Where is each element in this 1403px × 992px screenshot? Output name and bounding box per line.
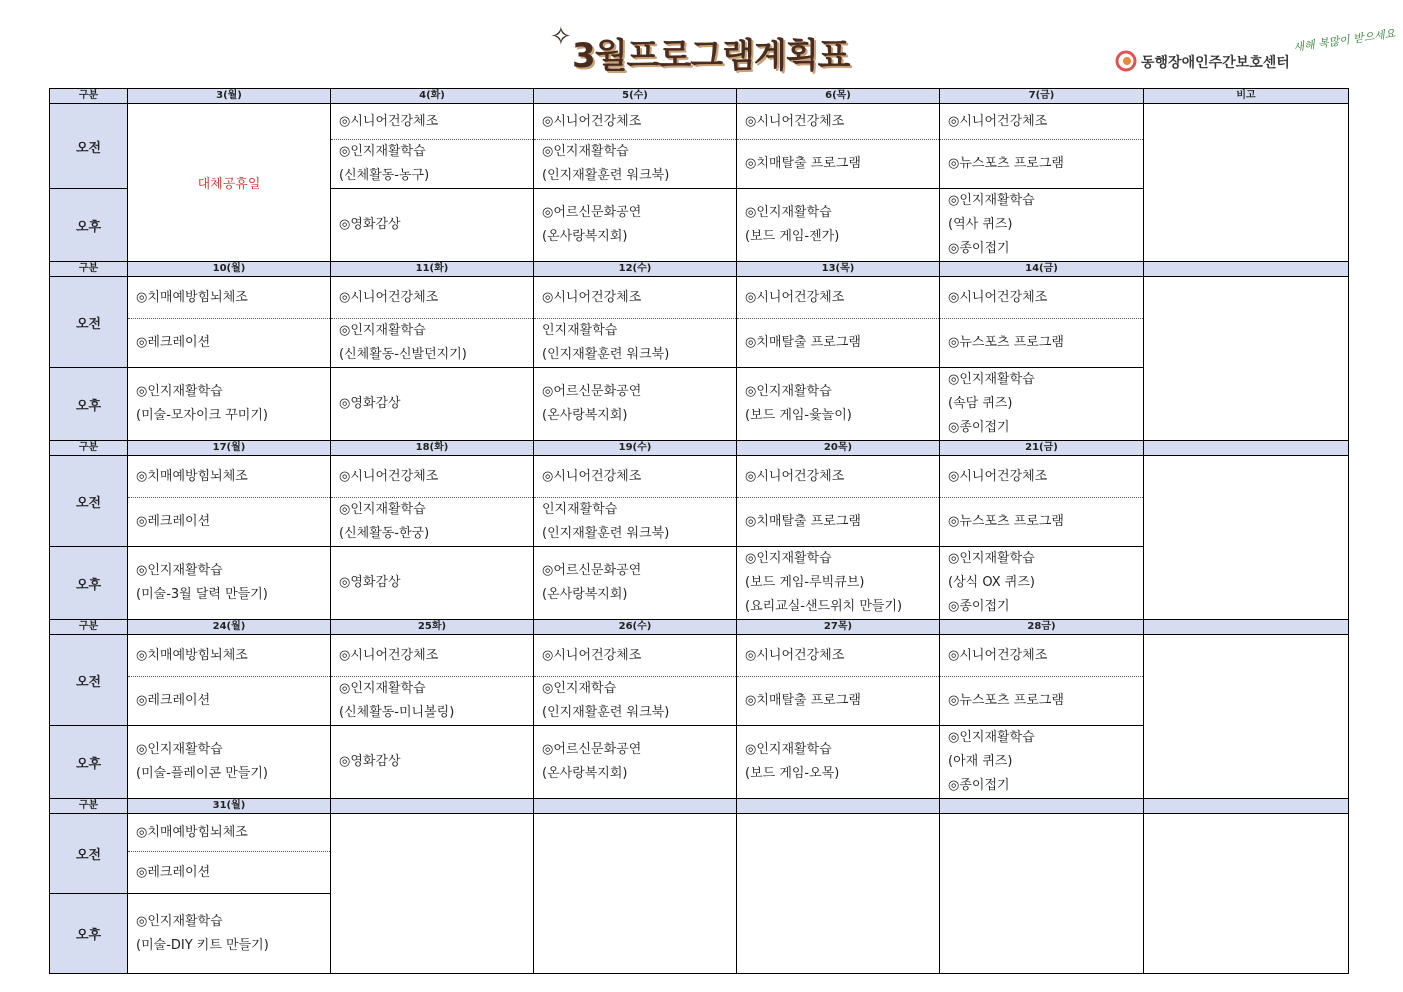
pm-activity-cell — [128, 547, 331, 620]
day-header: 26(수) — [534, 620, 737, 635]
am-activity-cell — [737, 277, 940, 319]
week-header-row — [50, 799, 1349, 814]
activity-text: ◎뉴스포츠 프로그램 — [948, 514, 1064, 529]
note-cell — [1144, 277, 1349, 441]
day-header: 28금) — [940, 620, 1144, 635]
activity-text: ◎인지재활학습 — [339, 144, 426, 159]
week-header-row — [50, 262, 1349, 277]
activity-detail: ◎종이접기 — [948, 420, 1010, 435]
activity-group — [331, 319, 533, 367]
activity-detail: (신체활동-신발던지기) — [339, 347, 467, 362]
activity-text: ◎시니어건강체조 — [542, 289, 642, 305]
am-activity-cell — [331, 677, 534, 726]
activity-group — [737, 738, 939, 786]
activity-detail: (요리교실-샌드위치 만들기) — [745, 599, 903, 614]
activity-text: ◎치매탈출 프로그램 — [745, 335, 861, 350]
activity-text: ◎시니어건강체조 — [339, 113, 439, 129]
activity-text: ◎인지재활학습 — [745, 742, 832, 757]
am-label: 오전 — [50, 277, 128, 368]
activity-detail: (온사랑복지회) — [542, 766, 628, 781]
am-row — [50, 104, 1349, 140]
org-name: 동행장애인주간보호센터 — [1141, 55, 1290, 71]
activity-group — [534, 677, 736, 725]
schedule-table — [49, 88, 1349, 974]
day-header: 5(수) — [534, 89, 737, 104]
am-activity-cell — [331, 498, 534, 547]
am-activity-cell — [940, 456, 1144, 498]
am-activity-cell — [331, 277, 534, 319]
activity-text: ◎시니어건강체조 — [339, 647, 439, 663]
pm-activity-cell — [331, 368, 534, 441]
note-header — [1144, 799, 1349, 814]
activity-text: ◎인지재활학습 — [948, 730, 1035, 745]
pm-activity-cell — [737, 726, 940, 799]
activity-text: ◎시니어건강체조 — [542, 113, 642, 129]
activity-group — [331, 571, 533, 595]
pm-activity-cell — [940, 547, 1144, 620]
am-label: 오전 — [50, 635, 128, 726]
activity-text: ◎어르신문화공연 — [542, 563, 642, 578]
note-cell — [1144, 635, 1349, 799]
am-activity-cell — [940, 140, 1144, 189]
am-activity-cell — [128, 635, 331, 677]
activity-text: ◎시니어건강체조 — [542, 647, 642, 663]
activity-group — [128, 380, 330, 428]
activity-text: ◎시니어건강체조 — [542, 468, 642, 484]
activity-detail: (신체활동-한궁) — [339, 526, 430, 541]
activity-text: ◎시니어건강체조 — [948, 113, 1048, 129]
pm-activity-cell — [128, 894, 331, 974]
activity-group — [940, 331, 1143, 355]
am-row — [50, 277, 1349, 319]
day-header: 3(월) — [128, 89, 331, 104]
activity-text: ◎인지재활학습 — [136, 913, 223, 929]
activity-group — [128, 559, 330, 607]
activity-text: ◎영화감상 — [339, 396, 401, 411]
pm-activity-cell — [534, 726, 737, 799]
pm-activity-cell — [940, 189, 1144, 262]
am-row — [50, 456, 1349, 498]
activity-detail: (보드 게임-윷놀이) — [745, 408, 852, 423]
activity-group — [534, 140, 736, 188]
activity-text: ◎시니어건강체조 — [745, 289, 845, 305]
activity-detail: (인지재활훈련 워크북) — [542, 168, 670, 183]
day-header: 11(화) — [331, 262, 534, 277]
activity-text: ◎시니어건강체조 — [745, 647, 845, 663]
activity-detail: ◎종이접기 — [948, 778, 1010, 793]
am-activity-cell — [940, 498, 1144, 547]
activity-group — [737, 510, 939, 534]
activity-text: ◎시니어건강체조 — [745, 113, 845, 129]
am-activity-cell — [940, 677, 1144, 726]
am-activity-cell — [940, 277, 1144, 319]
sparkle-icon: ✧ — [550, 22, 572, 52]
am-activity-cell — [534, 635, 737, 677]
note-header: 비고 — [1144, 89, 1349, 104]
activity-detail: ◎종이접기 — [948, 599, 1010, 614]
activity-text: ◎인지재활학습 — [745, 551, 832, 566]
am-activity-cell — [128, 677, 331, 726]
week-header-row — [50, 89, 1349, 104]
note-header — [1144, 620, 1349, 635]
gubun-label: 구분 — [50, 262, 128, 277]
week-header-row — [50, 620, 1349, 635]
activity-detail: (미술-플레이콘 만들기) — [136, 766, 268, 781]
note-cell — [1144, 456, 1349, 620]
am-activity-cell — [128, 498, 331, 547]
activity-group — [737, 547, 939, 619]
activity-text: ◎인지재활학습 — [339, 681, 426, 696]
activity-group — [534, 380, 736, 428]
am-activity-cell — [737, 635, 940, 677]
day-header — [534, 799, 737, 814]
activity-text: ◎레크레이션 — [136, 514, 211, 529]
am-activity-cell — [331, 456, 534, 498]
activity-text: ◎치매예방힘뇌체조 — [136, 824, 248, 840]
activity-text: ◎치매탈출 프로그램 — [745, 514, 861, 529]
am-activity-cell — [534, 277, 737, 319]
activity-group — [331, 750, 533, 774]
day-header: 21(금) — [940, 441, 1144, 456]
activity-text: ◎어르신문화공연 — [542, 384, 642, 399]
activity-detail: (온사랑복지회) — [542, 408, 628, 423]
am-activity-cell — [534, 104, 737, 140]
activity-detail: (역사 퀴즈) — [948, 217, 1013, 232]
activity-text: ◎치매예방힘뇌체조 — [136, 468, 248, 484]
pm-activity-cell — [534, 189, 737, 262]
activity-group — [128, 861, 330, 885]
activity-group — [331, 498, 533, 546]
activity-group — [940, 689, 1143, 713]
activity-text: ◎인지재활학습 — [136, 384, 223, 399]
activity-group — [737, 689, 939, 713]
title-text: 3월프로그램계획표 — [572, 36, 850, 76]
empty-cell — [331, 814, 534, 974]
activity-detail: (인지재활훈련 워크북) — [542, 347, 670, 362]
activity-group — [128, 689, 330, 713]
activity-group — [940, 368, 1143, 440]
pm-activity-cell — [737, 189, 940, 262]
activity-group — [128, 331, 330, 355]
activity-detail: (상식 OX 퀴즈) — [948, 575, 1035, 590]
page-title — [550, 22, 880, 76]
activity-group — [534, 319, 736, 367]
activity-detail: (보드 게임-젠가) — [745, 229, 840, 244]
activity-text: ◎시니어건강체조 — [745, 468, 845, 484]
am-activity-cell — [128, 852, 331, 894]
activity-text: ◎시니어건강체조 — [948, 289, 1048, 305]
activity-group — [331, 213, 533, 237]
day-header — [331, 799, 534, 814]
activity-group — [534, 201, 736, 249]
am-activity-cell — [128, 277, 331, 319]
activity-text: ◎레크레이션 — [136, 864, 211, 880]
activity-detail: (신체활동-농구) — [339, 168, 430, 183]
am-label: 오전 — [50, 104, 128, 189]
activity-detail: (아재 퀴즈) — [948, 754, 1013, 769]
am-activity-cell — [534, 498, 737, 547]
am-row — [50, 814, 1349, 852]
activity-detail: (미술-DIY 키트 만들기) — [136, 937, 269, 953]
am-activity-cell — [331, 104, 534, 140]
activity-text: ◎영화감상 — [339, 575, 401, 590]
activity-text: ◎인지재활학습 — [745, 384, 832, 399]
day-header: 12(수) — [534, 262, 737, 277]
pm-label: 오후 — [50, 189, 128, 262]
activity-detail: (온사랑복지회) — [542, 229, 628, 244]
activity-group — [534, 738, 736, 786]
day-header: 7(금) — [940, 89, 1144, 104]
am-activity-cell — [128, 456, 331, 498]
am-activity-cell — [534, 319, 737, 368]
am-activity-cell — [737, 104, 940, 140]
day-header: 19(수) — [534, 441, 737, 456]
am-activity-cell — [737, 456, 940, 498]
day-header: 14(금) — [940, 262, 1144, 277]
activity-detail: (속담 퀴즈) — [948, 396, 1013, 411]
pm-activity-cell — [128, 726, 331, 799]
activity-group — [331, 140, 533, 188]
activity-detail: (신체활동-미니볼링) — [339, 705, 455, 720]
activity-group — [331, 677, 533, 725]
activity-group — [128, 510, 330, 534]
activity-group — [940, 189, 1143, 261]
activity-text: ◎치매탈출 프로그램 — [745, 693, 861, 708]
activity-text: ◎인지재활학습 — [542, 144, 629, 159]
activity-text: ◎어르신문화공연 — [542, 742, 642, 757]
activity-detail: ◎종이접기 — [948, 241, 1010, 256]
activity-text: ◎인지재활학습 — [136, 563, 223, 578]
note-header — [1144, 262, 1349, 277]
activity-text: ◎뉴스포츠 프로그램 — [948, 156, 1064, 171]
activity-group — [940, 152, 1143, 176]
gubun-label: 구분 — [50, 620, 128, 635]
activity-group — [940, 726, 1143, 798]
am-activity-cell — [331, 319, 534, 368]
activity-text: ◎인지재학습 — [542, 681, 617, 696]
day-header: 31(월) — [128, 799, 331, 814]
am-activity-cell — [331, 140, 534, 189]
activity-text: ◎인지재활학습 — [339, 502, 426, 517]
activity-text: ◎영화감상 — [339, 217, 401, 232]
activity-detail: (인지재활훈련 워크북) — [542, 526, 670, 541]
pm-activity-cell — [940, 368, 1144, 441]
day-header: 13(목) — [737, 262, 940, 277]
pm-activity-cell — [534, 368, 737, 441]
activity-detail: (온사랑복지회) — [542, 587, 628, 602]
activity-text: ◎레크레이션 — [136, 693, 211, 708]
am-activity-cell — [331, 635, 534, 677]
activity-detail: (보드 게임-루빅큐브) — [745, 575, 865, 590]
activity-group — [940, 510, 1143, 534]
activity-detail: (미술-3월 달력 만들기) — [136, 587, 268, 602]
am-activity-cell — [737, 677, 940, 726]
activity-group — [534, 559, 736, 607]
am-activity-cell — [128, 814, 331, 852]
note-cell — [1144, 814, 1349, 974]
day-header: 24(월) — [128, 620, 331, 635]
activity-group — [534, 498, 736, 546]
activity-text: ◎뉴스포츠 프로그램 — [948, 693, 1064, 708]
day-header: 18(화) — [331, 441, 534, 456]
center-logo — [1115, 26, 1397, 80]
activity-group — [737, 380, 939, 428]
activity-detail: (보드 게임-오목) — [745, 766, 840, 781]
day-header: 20목) — [737, 441, 940, 456]
activity-text: ◎시니어건강체조 — [339, 289, 439, 305]
day-header — [940, 799, 1144, 814]
am-activity-cell — [737, 319, 940, 368]
gubun-label: 구분 — [50, 89, 128, 104]
pm-activity-cell — [128, 368, 331, 441]
activity-group — [737, 152, 939, 176]
holiday-cell: 대체공휴일 — [128, 104, 331, 262]
activity-text: ◎인지재활학습 — [745, 205, 832, 220]
am-label: 오전 — [50, 814, 128, 894]
pm-activity-cell — [534, 547, 737, 620]
activity-detail: (인지재활훈련 워크북) — [542, 705, 670, 720]
activity-detail: (미술-모자이크 꾸미기) — [136, 408, 268, 423]
activity-text: 인지재활학습 — [542, 502, 618, 517]
activity-group — [737, 201, 939, 249]
activity-text: ◎인지재활학습 — [948, 193, 1035, 208]
activity-text: ◎시니어건강체조 — [948, 468, 1048, 484]
activity-group — [737, 331, 939, 355]
day-header: 6(목) — [737, 89, 940, 104]
am-activity-cell — [737, 140, 940, 189]
note-cell — [1144, 104, 1349, 262]
gubun-label: 구분 — [50, 799, 128, 814]
activity-text: ◎시니어건강체조 — [948, 647, 1048, 663]
activity-text: ◎인지재활학습 — [136, 742, 223, 757]
day-header: 17(월) — [128, 441, 331, 456]
activity-text: ◎인지재활학습 — [339, 323, 426, 338]
activity-text: ◎치매탈출 프로그램 — [745, 156, 861, 171]
day-header: 25화) — [331, 620, 534, 635]
am-activity-cell — [737, 498, 940, 547]
activity-text: 인지재활학습 — [542, 323, 618, 338]
activity-group — [128, 910, 330, 958]
activity-text: ◎치매예방힘뇌체조 — [136, 647, 248, 663]
note-header — [1144, 441, 1349, 456]
am-activity-cell — [534, 677, 737, 726]
day-header: 27목) — [737, 620, 940, 635]
activity-text: ◎시니어건강체조 — [339, 468, 439, 484]
week-header-row — [50, 441, 1349, 456]
pm-label: 오후 — [50, 368, 128, 441]
pm-label: 오후 — [50, 894, 128, 974]
am-activity-cell — [128, 319, 331, 368]
pm-activity-cell — [737, 547, 940, 620]
am-row — [50, 635, 1349, 677]
activity-group — [128, 738, 330, 786]
day-header: 10(월) — [128, 262, 331, 277]
pm-activity-cell — [737, 368, 940, 441]
slogan-signature: 새해 복많이 받으세요 — [1292, 26, 1397, 55]
activity-text: ◎어르신문화공연 — [542, 205, 642, 220]
activity-text: ◎영화감상 — [339, 754, 401, 769]
pm-activity-cell — [331, 189, 534, 262]
am-activity-cell — [534, 140, 737, 189]
empty-cell — [940, 814, 1144, 974]
day-header — [737, 799, 940, 814]
am-activity-cell — [534, 456, 737, 498]
gubun-label: 구분 — [50, 441, 128, 456]
activity-text: ◎뉴스포츠 프로그램 — [948, 335, 1064, 350]
activity-text: ◎인지재활학습 — [948, 551, 1035, 566]
am-activity-cell — [940, 635, 1144, 677]
empty-cell — [534, 814, 737, 974]
am-activity-cell — [940, 319, 1144, 368]
activity-text: ◎치매예방힘뇌체조 — [136, 289, 248, 305]
activity-group — [940, 547, 1143, 619]
activity-text: ◎레크레이션 — [136, 335, 211, 350]
day-header: 4(화) — [331, 89, 534, 104]
am-label: 오전 — [50, 456, 128, 547]
pm-label: 오후 — [50, 726, 128, 799]
am-activity-cell — [940, 104, 1144, 140]
activity-text: ◎인지재활학습 — [948, 372, 1035, 387]
empty-cell — [737, 814, 940, 974]
activity-group — [331, 392, 533, 416]
pm-activity-cell — [940, 726, 1144, 799]
pm-activity-cell — [331, 547, 534, 620]
pm-label: 오후 — [50, 547, 128, 620]
pm-activity-cell — [331, 726, 534, 799]
heart-logo-icon — [1115, 50, 1137, 72]
